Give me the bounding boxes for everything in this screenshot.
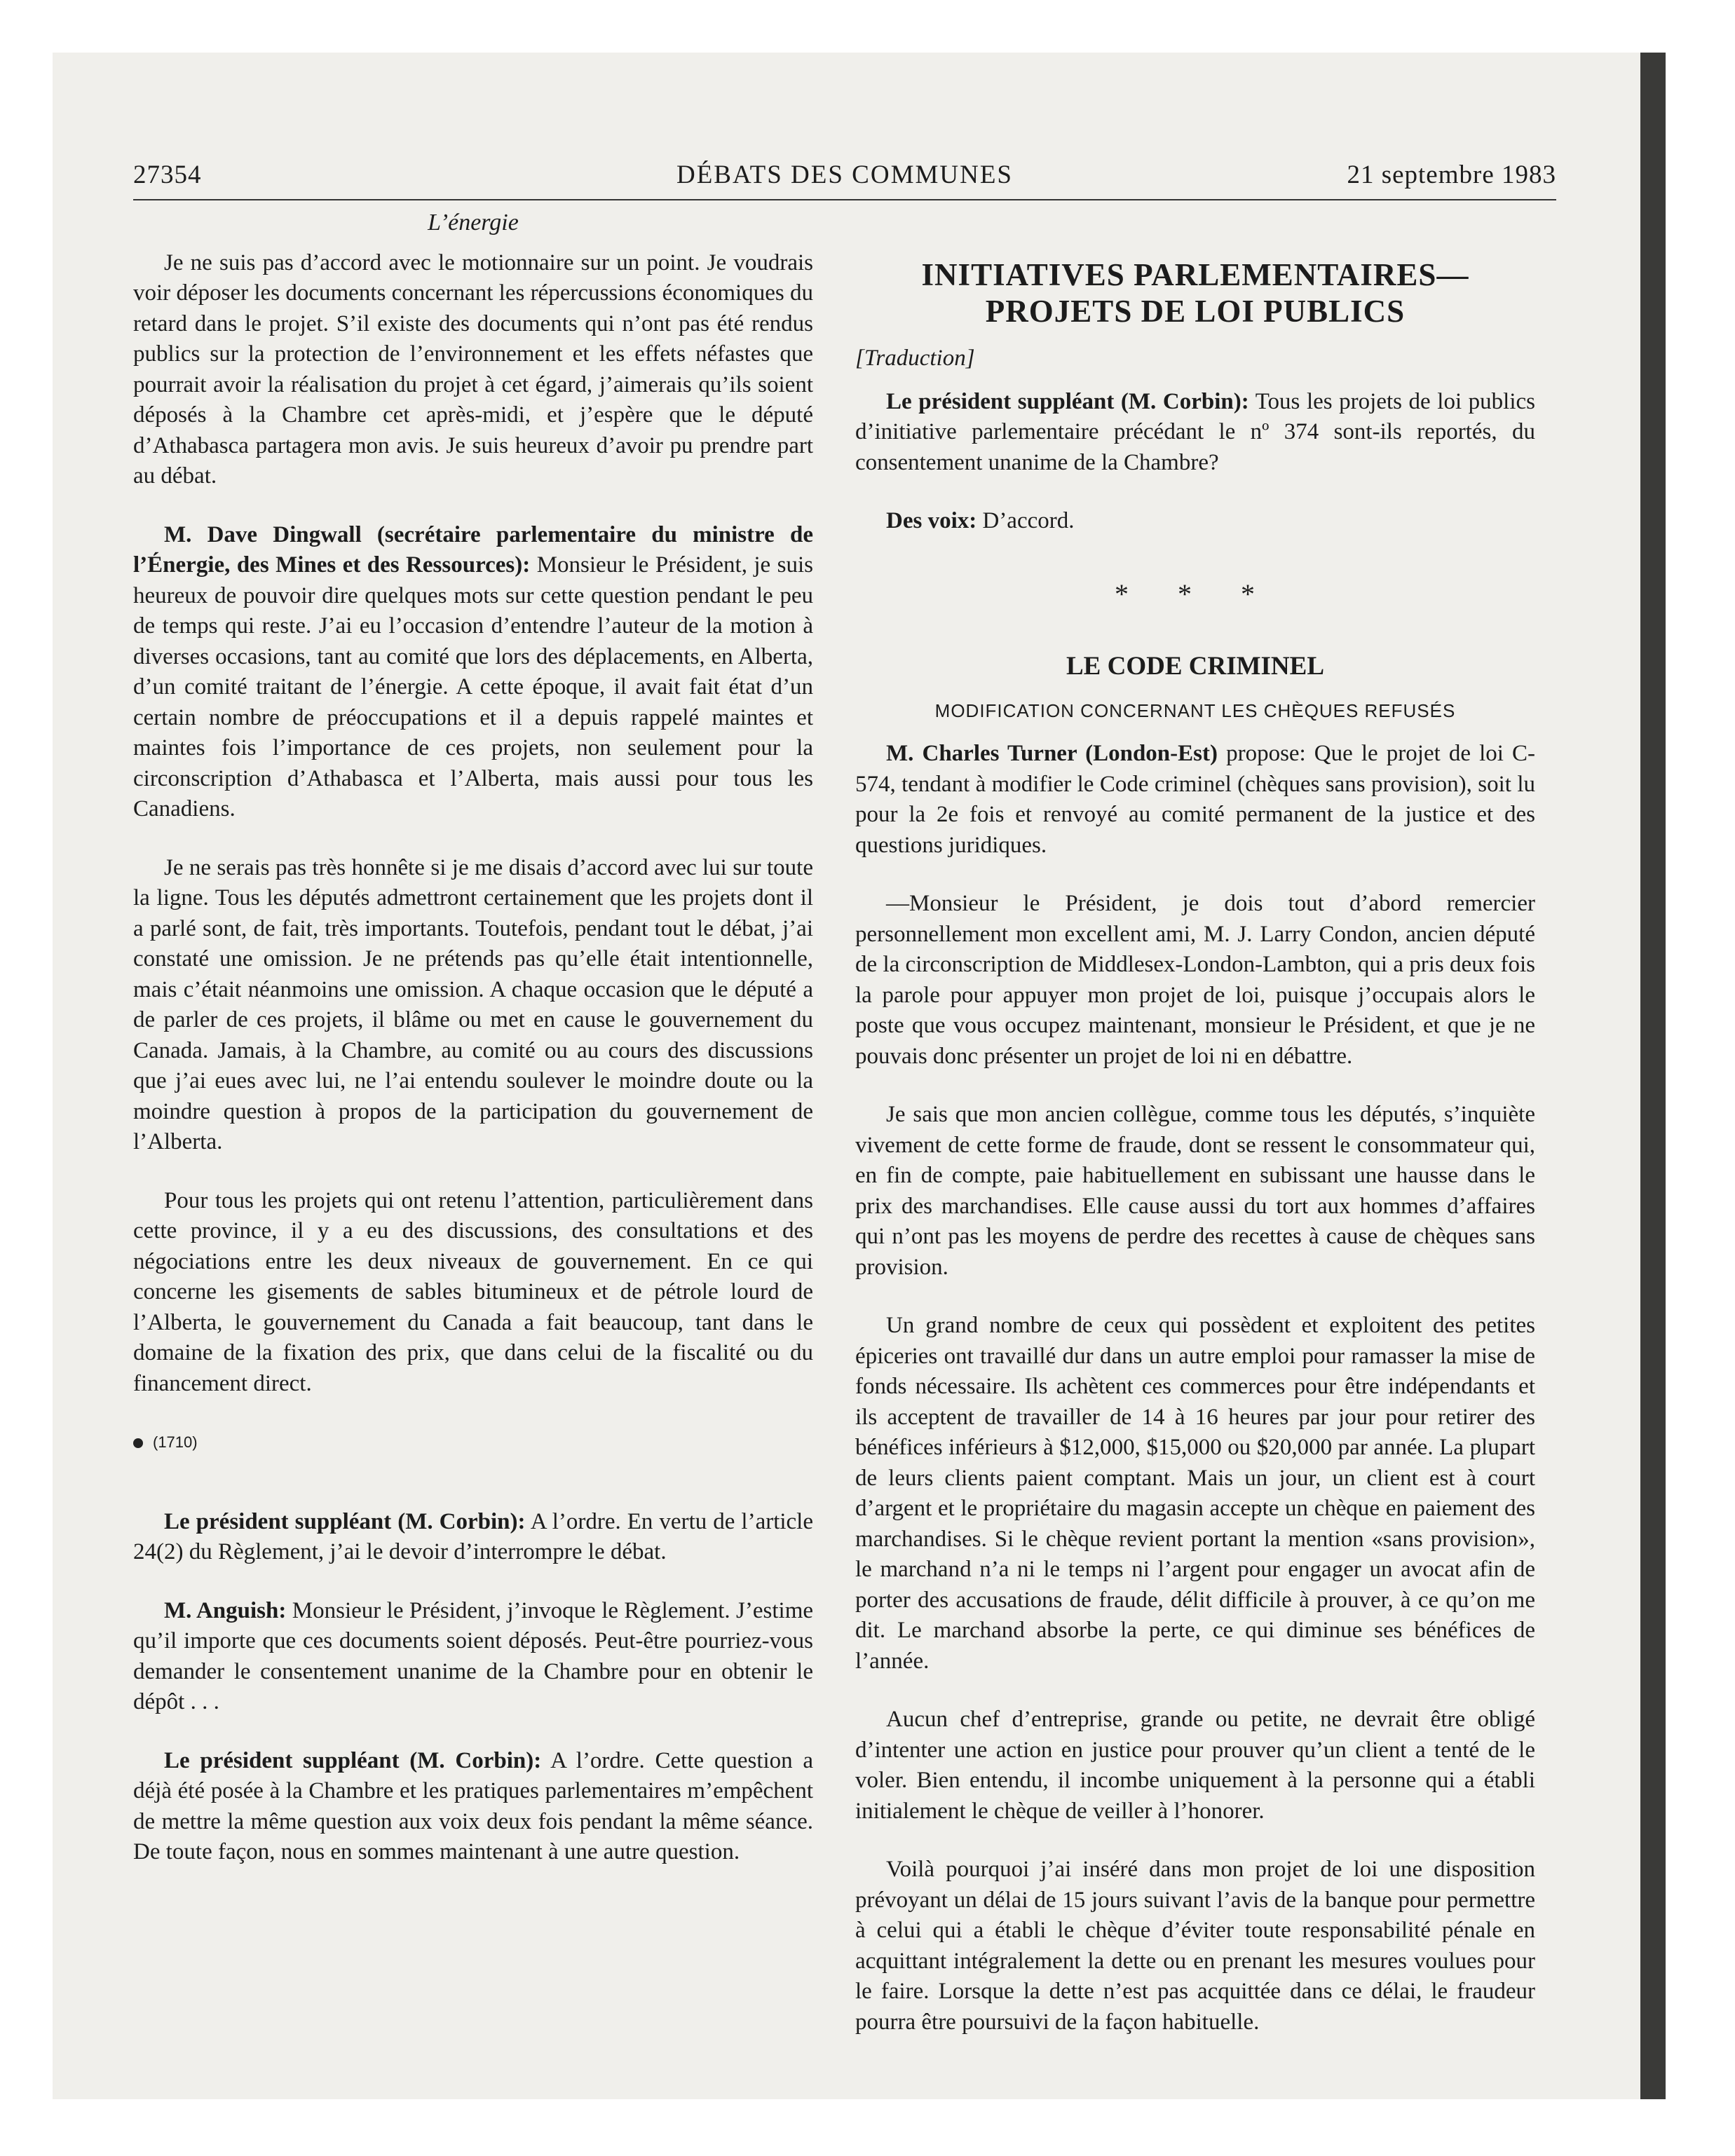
section-separator: * * * bbox=[1115, 578, 1276, 610]
speaker-name: Le président suppléant (M. Corbin): bbox=[886, 388, 1249, 414]
paragraph bbox=[133, 1746, 813, 1868]
speech-text: propose: Que le projet de loi C-574, tendant à modifier le Code criminel (chèques sans provision), soit lu pour la 2e fois et renvoyé au comité permanent de la justice et des questions juridiques. bbox=[855, 741, 1536, 858]
section-subheading: MODIFICATION CONCERNANT LES CHÈQUES REFUSÉS bbox=[934, 700, 1456, 721]
speaker-name: M. Anguish: bbox=[164, 1597, 287, 1623]
speech-text: A l’ordre. En vertu de l’article 24(2) du Règlement, j’ai le devoir d’interrompre le débat. bbox=[133, 1508, 814, 1564]
section-title: L’énergie bbox=[428, 210, 519, 236]
speaker-name: Le président suppléant (M. Corbin): bbox=[164, 1508, 526, 1534]
speaker-name: Des voix: bbox=[886, 508, 977, 533]
right-column bbox=[855, 207, 1535, 2066]
speech-text: D’accord. bbox=[977, 508, 1075, 533]
main-heading bbox=[855, 257, 1535, 329]
speech-text: Monsieur le Président, je suis heureux de pouvoir dire quelques mots sur cette question pendant le peu de temps qui reste. J’ai eu l’occasion d’entendre l’auteur de la motion à diverses occasions, tant au comité que lors des déplacements, en Alberta, d’un comité traitant de l’énergie. A cette époque, il avait fait état d’un certain nombre de préoccupations et il a depuis rappelé maintes et maintes fois l’importance de ces projets, non seulement pour la circonscription d’Athabasca et l’Alberta, mais aussi pour tous les Canadiens. bbox=[133, 552, 813, 821]
bullet-icon bbox=[133, 1438, 143, 1448]
paragraph bbox=[133, 1507, 813, 1568]
left-column bbox=[133, 207, 813, 1896]
page-header bbox=[133, 160, 1556, 198]
speaker-name: Le président suppléant (M. Corbin): bbox=[164, 1747, 542, 1773]
paragraph: Un grand nombre de ceux qui possèdent et exploitent des petites épiceries ont travaillé dur dans un autre emploi pour ramasser la mise de fonds nécessaire. Ils achètent ces commerces pour être indépendants et ils acceptent de travailler de 14 à 16 heures par jour pour retirer des bénéfices inférieurs à $12,000, $15,000 ou $20,000 par année. La plupart de leurs clients paient comptant. Mais un jour, un client est à court d’argent et le propriétaire du magasin accepte un chèque en paiement des marchandises. Si le chèque revient portant la mention «sans provision», le marchand n’a ni le temps ni l’argent pour engager un avocat afin de porter des accusations de fraude, délit difficile à prouver, à ce qu’on me dit. Le marchand absorbe la perte, ce qui diminue ses bénéfices de l’année. bbox=[855, 1313, 1535, 1674]
speech-text: Tous les projets de loi publics d’initiative parlementaire précédant le nº 374 sont-ils reportés, du consentement unanime de la Chambre? bbox=[855, 388, 1536, 475]
speech-text: Monsieur le Président, j’invoque le Règlement. J’estime qu’il importe que ces documents soient déposés. Peut-être pourriez-vous demander le consentement unanime de la Chambre pour en obtenir le dépôt . . . bbox=[133, 1597, 814, 1714]
time-label: (1710) bbox=[153, 1433, 198, 1451]
paragraph bbox=[133, 1596, 813, 1718]
paragraph: Je ne suis pas d’accord avec le motionnaire sur un point. Je voudrais voir déposer les documents concernant les répercussions économiques du retard dans le projet. S’il existe des documents qui n’ont pas été rendus publics sur la protection de l’environnement et les effets néfastes que pourrait avoir la réalisation du projet à cet égard, j’aimerais qu’ils soient déposés à la Chambre cet après-midi, et j’espère que le député d’Athabasca partagera mon avis. Je suis heureux d’avoir pu prendre part au débat. bbox=[133, 250, 813, 489]
page-number: 27354 bbox=[133, 161, 202, 189]
header-rule bbox=[133, 199, 1556, 200]
speaker-name: M. Charles Turner (London-Est) bbox=[886, 741, 1218, 766]
paragraph bbox=[133, 520, 813, 825]
heading-line: INITIATIVES PARLEMENTAIRES— bbox=[921, 257, 1469, 292]
paragraph bbox=[855, 506, 1535, 537]
publication-title: DÉBATS DES COMMUNES bbox=[676, 161, 1013, 189]
translation-note: [Traduction] bbox=[855, 346, 975, 371]
page-date: 21 septembre 1983 bbox=[1347, 161, 1556, 189]
paragraph bbox=[855, 739, 1535, 861]
paragraph bbox=[855, 387, 1535, 479]
paragraph: Voilà pourquoi j’ai inséré dans mon projet de loi une disposition prévoyant un délai de 15 jours suivant l’avis de la banque pour permettre à celui qui a établi le chèque d’éviter toute responsabilité pénale en acquittant intégralement la dette ou en prenant les mesures voulues pour le faire. Lorsque la dette n’est pas acquittée dans ce délai, le fraudeur pourra être poursuivi de la façon habituelle. bbox=[855, 1857, 1535, 2035]
time-marker bbox=[133, 1427, 813, 1458]
section-heading: LE CODE CRIMINEL bbox=[1066, 652, 1324, 681]
paragraph: Aucun chef d’entreprise, grande ou petite, ne devrait être obligé d’intenter une action en justice pour prouver qu’un client a tenté de le voler. Bien entendu, il incombe uniquement à la personne qui a établi initialement le chèque de veiller à l’honorer. bbox=[855, 1707, 1535, 1824]
scan-edge bbox=[1640, 53, 1666, 2099]
paragraph: Je sais que mon ancien collègue, comme tous les députés, s’inquiète vivement de cette forme de fraude, dont se ressent le consommateur qui, en fin de compte, paie habituellement en subissant une hausse dans le prix des marchandises. Elle cause aussi du tort aux hommes d’affaires qui n’ont pas les moyens de perdre des recettes à cause de chèques sans provision. bbox=[855, 1102, 1535, 1280]
heading-line: PROJETS DE LOI PUBLICS bbox=[985, 294, 1406, 329]
paragraph: Je ne serais pas très honnête si je me disais d’accord avec lui sur toute la ligne. Tous les députés admettront certainement que les projets dont il a parlé sont, de fait, très importants. Toutefois, pendant tout le débat, j’ai constaté une omission. Je ne prétends pas qu’elle était intentionnelle, mais c’était néanmoins une omission. A chaque occasion que le député a de parler de ces projets, il blâme ou met en cause le gouvernement du Canada. Jamais, à la Chambre, au comité ou au cours des discussions que j’ai eues avec lui, ne l’ai entendu soulever le moindre doute ou la moindre question à propos de la participation du gouvernement de l’Alberta. bbox=[133, 854, 813, 1154]
paragraph: Pour tous les projets qui ont retenu l’attention, particulièrement dans cette province, il y a eu des discussions, des consultations et des négociations entre les deux niveaux de gouvernement. En ce qui concerne les gisements de sables bitumineux et de pétrole lourd de l’Alberta, le gouvernement du Canada a fait beaucoup, tant dans le domaine de la fixation des prix, que dans celui de la fiscalité ou du financement direct. bbox=[133, 1187, 813, 1396]
speech-text: A l’ordre. Cette question a déjà été posée à la Chambre et les pratiques parlementaires m’empêchent de mettre la même question aux voix deux fois pendant la même séance. De toute façon, nous en sommes maintenant à une autre question. bbox=[133, 1747, 813, 1864]
speaker-name: M. Dave Dingwall (secrétaire parlementaire du ministre de l’Énergie, des Mines et des Ressources): bbox=[133, 521, 813, 578]
paragraph: —Monsieur le Président, je dois tout d’abord remercier personnellement mon excellent ami, M. J. Larry Condon, ancien député de la circonscription de Middlesex-London-Lambton, qui a pris deux fois la parole pour appuyer mon projet de loi, puisque j’occupais alors le poste que vous occupez maintenant, monsieur le Président, et que je ne pouvais donc présenter un projet de loi ni en débattre. bbox=[855, 891, 1535, 1069]
